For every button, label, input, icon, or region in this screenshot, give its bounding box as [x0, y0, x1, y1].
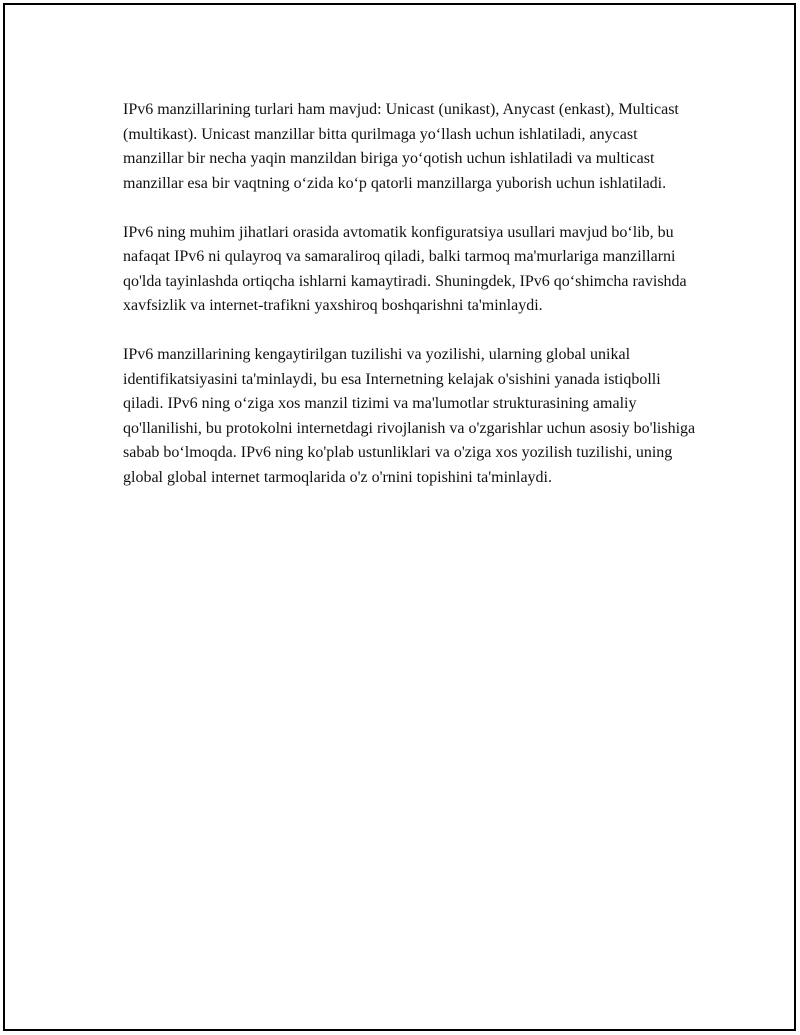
- page-border: [3, 3, 796, 1031]
- paragraph-2: IPv6 ning muhim jihatlari orasida avtomatik konfiguratsiya usullari mavjud bo‘lib, bu nafaqat IPv6 ni qulayroq va samaraliroq qiladi, balki tarmoq ma'murlariga manzillarni qo'lda tayinlashda ortiqcha ishlarni kamaytiradi. Shuningdek, IPv6 qo‘shimcha ravishda xavfsizlik va internet-trafikni yaxshiroq boshqarishni ta'minlaydi.: [123, 223, 687, 314]
- document-body: [123, 98, 698, 490]
- paragraph-3: IPv6 manzillarining kengaytirilgan tuzilishi va yozilishi, ularning global unikal identifikatsiyasini ta'minlaydi, bu esa Internetning kelajak o'sishini yanada istiqbolli qiladi. IPv6 ning o‘ziga xos manzil tizimi va ma'lumotlar strukturasining amaliy qo'llanilishi, bu protokolni internetdagi rivojlanish va o'zgarishlar uchun asosiy bo'lishiga sabab bo‘lmoqda. IPv6 ning ko'plab ustunliklari va o'ziga xos yozilish tuzilishi, uning global global internet tarmoqlarida o'z o'rnini topishini ta'minlaydi.: [123, 346, 696, 486]
- paragraph-1: IPv6 manzillarining turlari ham mavjud: Unicast (unikast), Anycast (enkast), Multicast (multikast). Unicast manzillar bitta qurilmaga yo‘llash uchun ishlatiladi, anycast manzillar bir necha yaqin manzildan biriga yo‘qotish uchun ishlatiladi va multicast manzillar esa bir vaqtning o‘zida ko‘p qatorli manzillarga yuborish uchun ishlatiladi.: [123, 101, 679, 192]
